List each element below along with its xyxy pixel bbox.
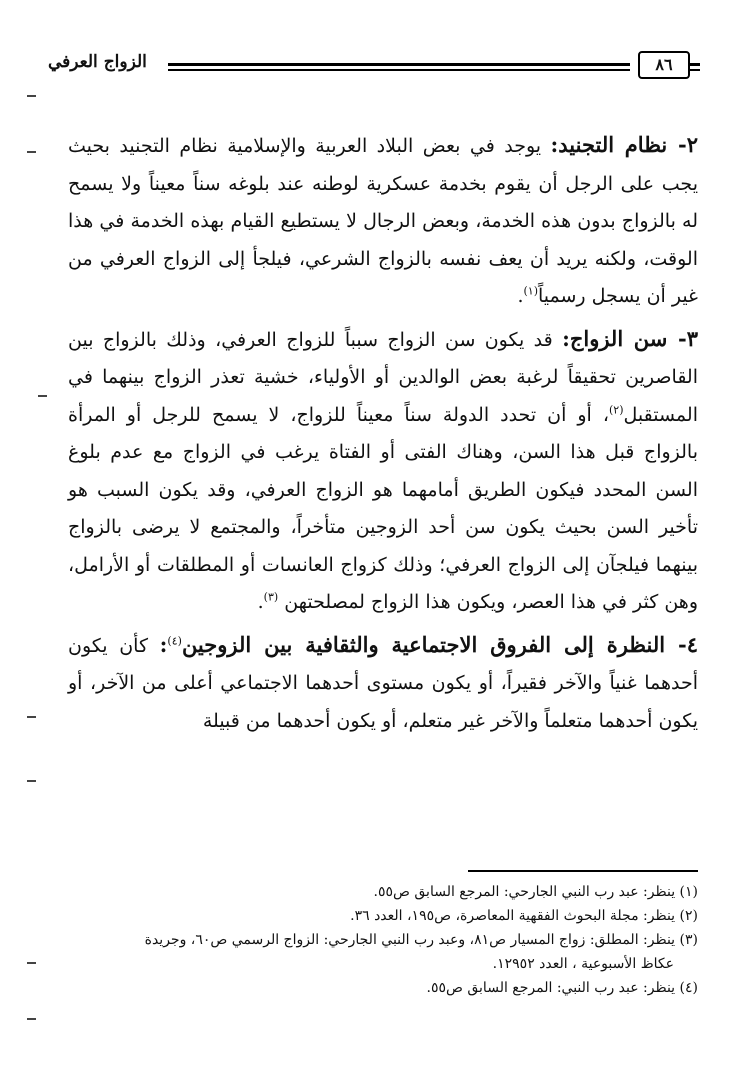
body-text xyxy=(68,126,698,740)
footnote: (٣) ينظر: المطلق: زواج المسيار ص٨١، وعبد رب النبي الجارحي: الزواج الرسمي ص٦٠، وجريدة xyxy=(144,932,698,948)
paragraph-end: . xyxy=(257,591,264,613)
page-header xyxy=(48,54,700,84)
footnote-ref: (٣) xyxy=(263,590,279,604)
footnote-separator xyxy=(468,870,698,872)
paragraph-text: قد يكون سن الزواج سبباً للزواج العرفي، وذلك بالزواج بين القاصرين تحقيقاً لرغبة بعض الوالدين أو الأولياء، خشية تعذر الزواج بينهما في المستقبل xyxy=(68,328,698,426)
footnote-continuation: عكاظ الأسبوعية ، العدد ١٢٩٥٢. xyxy=(492,956,674,972)
heading-colon: : xyxy=(159,631,168,657)
paragraph-marriage-age xyxy=(68,320,698,622)
running-title: الزواج العرفي xyxy=(48,52,147,72)
header-rule-tail-thin xyxy=(688,69,700,71)
header-rule-thin xyxy=(168,69,630,71)
paragraph-text: يوجد في بعض البلاد العربية والإسلامية نظام التجنيد بحيث يجب على الرجل أن يقوم بخدمة عسكرية لوطنه عند بلوغه سناً معيناً ولا يسمح له بالزواج بدون هذه الخدمة، وبعض الرجال لا يستطيع القيام بهذه الخدمة في هذا الوقت، ولكنه يريد أن يعف نفسه بالزواج الشرعي، فيلجأ إلى الزواج العرفي من غير أن يسجل رسمياً xyxy=(68,135,698,307)
footnotes xyxy=(68,880,698,1000)
paragraph-text: ، أو أن تحدد الدولة سناً معيناً للزواج، لا يسمح للرجل أو المرأة بالزواج قبل هذا السن، وهناك الفتى أو الفتاة يرغب في الزواج مع عدم بلوغ السن المحدد فيكون الطريق أمامهما هو الزواج العرفي، وقد يكون السبب هو تأخير السن بحيث يكون سن أحد الزوجين متأخراً، والمجتمع لا يرضى بالزواج بينهما فيلجآن إلى الزواج العرفي؛ وذلك كزواج العانسات أو المطلقات أو الأرامل، وهن كثر في هذا العصر، ويكون هذا الزواج لمصلحتهن xyxy=(68,403,698,613)
margin-mark xyxy=(27,962,36,964)
footnote: (٤) ينظر: عبد رب النبي: المرجع السابق ص٥٥. xyxy=(426,980,698,996)
margin-mark xyxy=(27,716,36,718)
page-number: ٨٦ xyxy=(638,51,690,79)
header-rule-tail xyxy=(688,63,700,66)
paragraph-conscription xyxy=(68,126,698,316)
paragraph-end: . xyxy=(517,285,524,307)
paragraph-text: كأن يكون أحدهما غنياً والآخر فقيراً، أو يكون مستوى أحدهما الاجتماعي أعلى من الآخر، أو يكون أحدهما متعلماً والآخر غير متعلم، أو يكون أحدهما من قبيلة xyxy=(68,634,698,732)
footnote: (٢) ينظر: مجلة البحوث الفقهية المعاصرة، ص١٩٥، العدد ٣٦. xyxy=(350,908,698,924)
footnote-ref: (٢) xyxy=(609,403,624,417)
header-rule xyxy=(168,63,630,66)
section-heading: ٣- سن الزواج: xyxy=(562,325,699,351)
margin-mark xyxy=(27,151,36,153)
margin-mark xyxy=(27,1018,36,1020)
margin-mark xyxy=(27,95,36,97)
section-heading: ٢- نظام التجنيد: xyxy=(550,132,698,157)
paragraph-social-differences xyxy=(68,626,698,741)
footnote: (١) ينظر: عبد رب النبي الجارحي: المرجع السابق ص٥٥. xyxy=(373,884,698,900)
margin-mark xyxy=(27,780,36,782)
footnote-ref: (١) xyxy=(523,284,538,298)
section-heading: ٤- النظرة إلى الفروق الاجتماعية والثقافية بين الزوجين xyxy=(181,631,698,657)
footnote-ref: (٤) xyxy=(167,634,182,648)
margin-mark xyxy=(38,395,47,397)
